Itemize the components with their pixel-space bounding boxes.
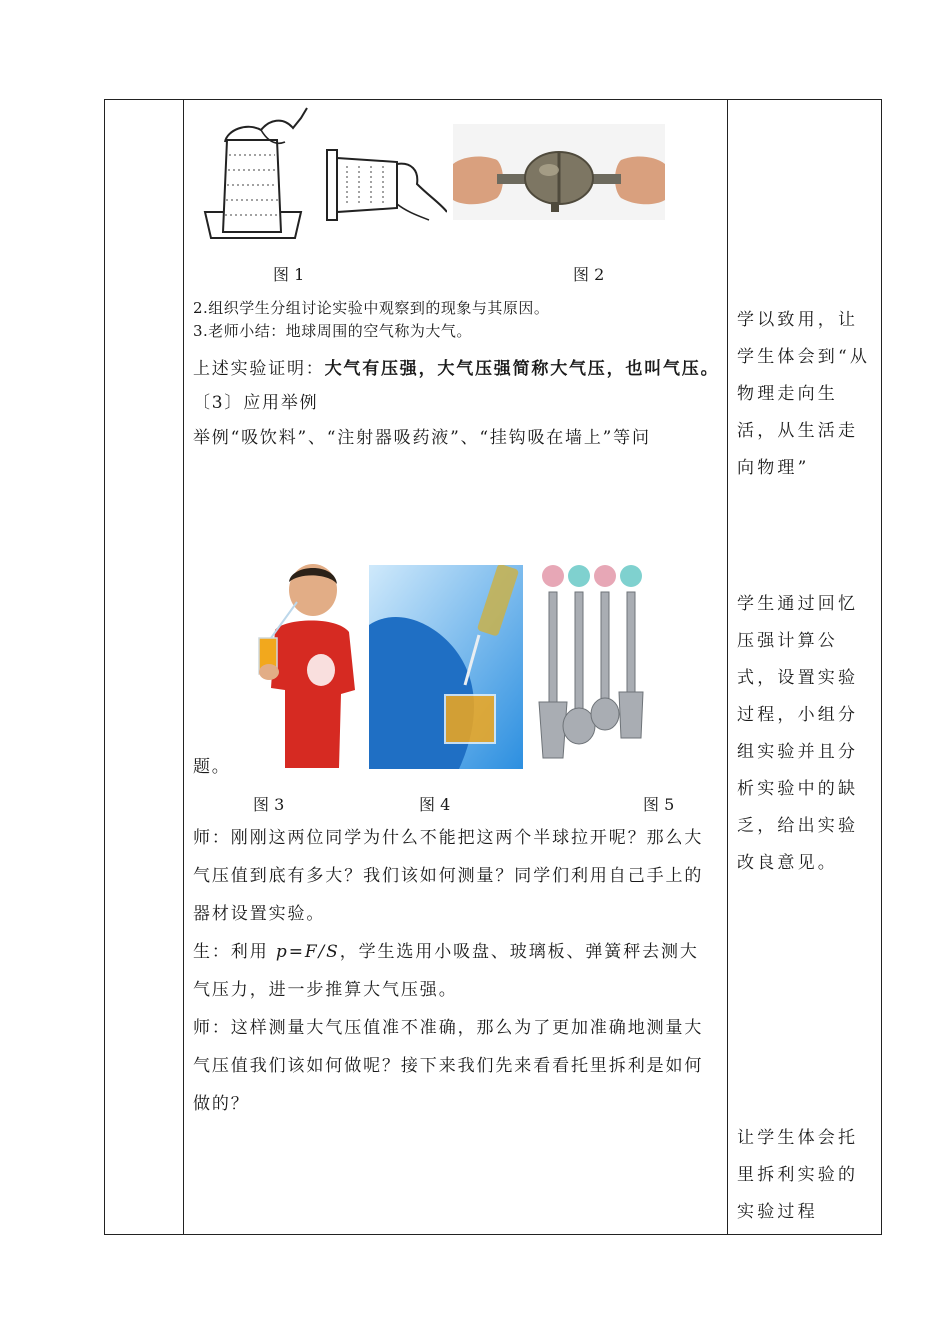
column-divider-right (727, 100, 728, 1234)
medicine-vial (445, 695, 495, 743)
figure-2-magdeburg-hemispheres-photo (453, 124, 665, 220)
side-note-1: 学以致用，让学生体会到“从物理走向生活，从生活走向物理” (737, 310, 871, 478)
figure-5-suction-hooks-photo (527, 562, 657, 762)
suction-cup-2 (568, 565, 590, 587)
card-vertical (327, 150, 337, 220)
step-2-text: 2.组织学生分组讨论实验中观察到的现象与其原因。 (193, 299, 550, 317)
figure-2-caption: 图 2 (573, 265, 605, 284)
figure-1-cup-experiment-illustration (197, 100, 447, 250)
figure-3-caption: 图 3 (253, 795, 285, 814)
application-tail: 题。 (193, 757, 231, 777)
suction-cup-3 (594, 565, 616, 587)
glass-body (223, 140, 281, 232)
glass-sideways (337, 158, 397, 212)
suction-cup-4 (620, 565, 642, 587)
conclusion-bold: 大气有压强，大气压强简称大气压，也叫气压。 (324, 359, 720, 379)
step-3-text: 3.老师小结：地球周围的空气称为大气。 (193, 322, 472, 340)
right-fist (615, 157, 665, 205)
figure-3-boy-drinking-photo (251, 560, 361, 768)
conclusion-line (193, 354, 719, 379)
figure-4-syringe-photo (369, 565, 523, 769)
student-answer (193, 933, 713, 1009)
application-examples: 举例“吸饮料”、“注射器吸药液”、“挂钩吸在墙上”等问 (193, 428, 651, 448)
suction-cup-1 (542, 565, 564, 587)
figure-4-caption: 图 4 (419, 795, 451, 814)
teacher-question-2: 师：这样测量大气压值准不准确，那么为了更加准确地测量大气压值我们该如何做呢？接下来我们先来看看托里拆利是如何做的？ (193, 1018, 704, 1114)
side-note-2: 学生通过回忆压强计算公式，设置实验过程，小组分组实验并且分析实验中的缺乏，给出实验改良意见。 (737, 594, 859, 873)
left-fist (453, 157, 503, 205)
pressure-formula: p=F/S (275, 942, 340, 962)
student-rest: ，学生选用小吸盘、玻璃板、弹簧秤去测大气压力，进一步推算大气压强。 (193, 942, 699, 1000)
teacher-question-1: 师：刚刚这两位同学为什么不能把这两个半球拉开呢？那么大气压值到底有多大？我们该如何测量？同学们利用自己手上的器材设置实验。 (193, 828, 704, 924)
figure-1-caption: 图 1 (273, 265, 305, 284)
lesson-table (104, 99, 882, 1235)
main-content-cell (193, 100, 723, 1234)
column-divider-left (183, 100, 184, 1234)
figure-5-caption: 图 5 (643, 795, 675, 814)
boy-shirt (271, 621, 355, 769)
side-note-3: 让学生体会托里拆利实验的实验过程 (737, 1128, 859, 1222)
hand-right (397, 164, 447, 212)
conclusion-lead: 上述实验证明： (193, 359, 325, 379)
application-heading: 〔3〕应用举例 (193, 393, 319, 413)
student-prefix: 生：利用 (193, 942, 276, 962)
design-intent-cell (737, 100, 877, 1234)
